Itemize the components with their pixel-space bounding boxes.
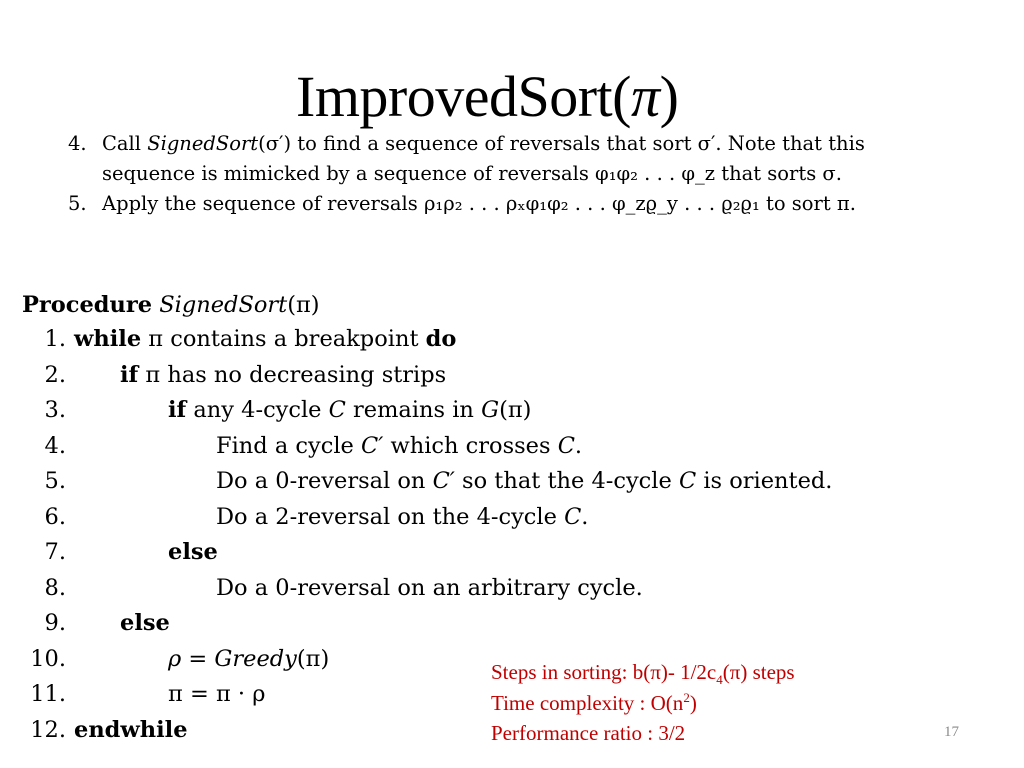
steps-in-sorting (491, 657, 795, 688)
math-symbol: C (678, 468, 697, 494)
step-4 (68, 129, 1023, 159)
step-5-text: Apply the sequence of reversals ρ₁ρ₂ . . . ρₓφ₁φ₂ . . . φ_zϱ_y . . . ϱ₂ϱ₁ to sort π. (102, 192, 856, 215)
step-4-function: SignedSort (147, 132, 259, 155)
math-symbol: C (328, 397, 346, 423)
line-text (74, 322, 456, 358)
text-fragment: . (574, 432, 583, 459)
note-text: (π) steps (722, 660, 795, 684)
line-text (74, 713, 188, 749)
line-number: 10. (30, 645, 66, 672)
line-text (120, 606, 170, 642)
line-number: 3. (44, 397, 66, 423)
procedure-line (22, 322, 982, 358)
math-symbol: C′ (361, 432, 384, 459)
procedure-line (22, 393, 982, 429)
text-fragment: any 4-cycle (186, 397, 329, 423)
text-fragment: π = π · ρ (168, 681, 266, 707)
line-number: 1. (44, 326, 66, 352)
line-number: 9. (44, 610, 66, 636)
math-symbol: G (481, 397, 500, 423)
text-fragment: which crosses (383, 432, 558, 459)
step-4-continuation: sequence is mimicked by a sequence of reversals φ₁φ₂ . . . φ_z that sorts σ. (102, 162, 842, 185)
note-text: ) (689, 690, 697, 715)
note-text: Steps in sorting: b(π)- 1/2c (491, 660, 717, 684)
note-superscript: 2 (683, 689, 690, 705)
step-4-text-a: Call (102, 132, 148, 155)
title-pi: π (631, 64, 660, 129)
step-5 (68, 189, 1023, 219)
performance-ratio: Performance ratio : 3/2 (491, 721, 686, 745)
math-symbol: C (557, 432, 575, 459)
text-fragment: = (181, 645, 215, 672)
line-text (216, 571, 643, 607)
line-number: 11. (30, 681, 66, 707)
line-number: 2. (44, 361, 66, 388)
text-fragment: Do a 0-reversal on (216, 468, 433, 494)
procedure-line (22, 535, 982, 571)
line-text (168, 642, 329, 678)
text-fragment: (π) (499, 397, 532, 423)
line-text (216, 464, 832, 500)
text-fragment: remains in (345, 397, 482, 423)
text-fragment: Find a cycle (216, 432, 361, 459)
math-symbol: C′ (432, 468, 455, 494)
line-text (216, 500, 588, 536)
line-number: 4. (44, 432, 66, 459)
procedure-line (22, 500, 982, 536)
procedure-line (22, 464, 982, 500)
line-text (168, 393, 531, 429)
time-complexity (491, 688, 795, 719)
procedure-line (22, 429, 982, 465)
text-fragment: is oriented. (696, 468, 833, 494)
text-fragment: (π) (296, 645, 330, 672)
step-4-arg: (σ′) (258, 132, 292, 155)
procedure-name: SignedSort (159, 292, 288, 318)
title-close: ) (659, 64, 679, 129)
keyword: else (120, 610, 170, 636)
step-number: 4. (68, 132, 87, 155)
text-fragment: . (581, 503, 589, 530)
procedure-keyword: Procedure (22, 292, 153, 318)
keyword: else (168, 539, 218, 565)
line-text (120, 358, 446, 394)
line-text (168, 677, 265, 713)
text-fragment: π contains a breakpoint (141, 326, 426, 352)
math-symbol: Greedy (214, 645, 297, 672)
keyword: do (425, 326, 457, 352)
complexity-notes (491, 657, 795, 749)
procedure-line (22, 571, 982, 607)
line-text (168, 535, 218, 571)
step-number: 5. (68, 192, 87, 215)
text-fragment: Do a 2-reversal on the 4-cycle (216, 503, 565, 530)
step-4-text-b: to find a sequence of reversals that sort σ′. Note that this (291, 132, 865, 155)
keyword: while (74, 326, 142, 352)
algorithm-steps (68, 129, 1023, 219)
note-text: Time complexity : O(n (491, 690, 684, 715)
procedure-line (22, 358, 982, 394)
keyword: endwhile (74, 716, 188, 743)
keyword: if (120, 361, 139, 388)
note-subscript: 4 (716, 672, 723, 688)
math-symbol: C (564, 503, 582, 530)
keyword: if (168, 397, 187, 423)
procedure-line (22, 606, 982, 642)
title-text: ImprovedSort( (296, 64, 631, 129)
line-number: 7. (44, 539, 66, 565)
text-fragment: Do a 0-reversal on an arbitrary cycle. (216, 574, 643, 601)
text-fragment: so that the 4-cycle (454, 468, 679, 494)
line-number: 5. (44, 468, 66, 494)
text-fragment: π has no decreasing strips (138, 361, 447, 388)
line-number: 6. (44, 503, 66, 530)
procedure-header (22, 288, 982, 322)
page-number: 17 (944, 724, 959, 740)
math-symbol: ρ (168, 645, 182, 672)
line-number: 12. (30, 716, 66, 743)
line-number: 8. (44, 574, 66, 601)
procedure-arg: (π) (287, 292, 320, 318)
line-text (216, 429, 582, 465)
page-title (296, 62, 678, 132)
